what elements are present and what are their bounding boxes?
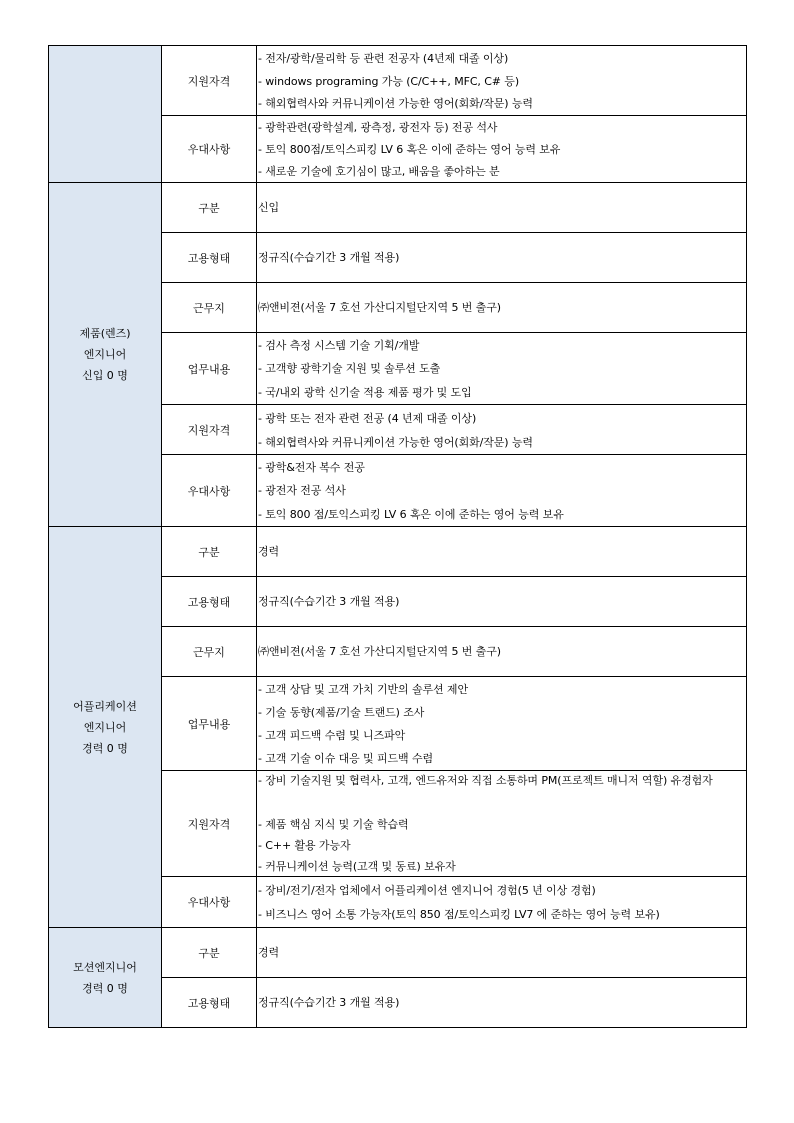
field-value-item: 정규직(수습기간 3 개월 적용) [258, 594, 400, 608]
field-value-item: - 커뮤니케이션 능력(고객 및 동료) 보유자 [258, 859, 456, 873]
field-value-item: - 토익 800 점/토익스피킹 LV 6 혹은 이에 준하는 영어 능력 보유 [258, 507, 564, 521]
field-label: 근무지 [162, 283, 257, 333]
position-title-line: 제품(렌즈) [79, 327, 131, 340]
field-value [257, 978, 747, 1028]
field-label: 고용형태 [162, 978, 257, 1028]
field-label: 고용형태 [162, 577, 257, 627]
field-label: 구분 [162, 527, 257, 577]
position-title-line: 엔지니어 [83, 348, 127, 361]
field-value-item: - 새로운 기술에 호기심이 많고, 배움을 좋아하는 분 [258, 164, 500, 178]
field-label: 근무지 [162, 627, 257, 677]
field-value [257, 46, 747, 116]
field-label: 구분 [162, 928, 257, 978]
field-label: 지원자격 [162, 771, 257, 877]
position-title-line: 모션엔지니어 [73, 960, 137, 974]
field-value-item: 경력 [258, 544, 280, 558]
field-value-item: - 광학 또는 전자 관련 전공 (4 년제 대졸 이상) [258, 411, 477, 425]
position-title-line: 경력 0 명 [82, 981, 128, 995]
field-label: 업무내용 [162, 677, 257, 771]
position-title-line: 신입 0 명 [82, 369, 128, 382]
position-title-line: 엔지니어 [83, 720, 127, 734]
field-label: 우대사항 [162, 455, 257, 527]
field-value-item: - 광전자 전공 석사 [258, 484, 346, 498]
field-value-item: 경력 [258, 945, 280, 959]
field-value [257, 627, 747, 677]
field-value-item: - 장비/전기/전자 업체에서 어플리케이션 엔지니어 경험(5 년 이상 경험) [258, 883, 596, 897]
field-value [257, 283, 747, 333]
field-value-item: - 전자/광학/물리학 등 관련 전공자 (4년제 대졸 이상) [258, 51, 509, 65]
field-value-item: - 기술 동향(제품/기술 트랜드) 조사 [258, 706, 425, 719]
field-value-item: - 토익 800점/토익스피킹 LV 6 혹은 이에 준하는 영어 능력 보유 [258, 143, 561, 156]
table-row [49, 183, 747, 233]
position-cell [49, 527, 162, 928]
field-value-item: - 제품 핵심 지식 및 기술 학습력 [258, 817, 409, 831]
field-value-item: - 광학관련(광학설계, 광측정, 광전자 등) 전공 석사 [258, 121, 498, 135]
field-value-item: - 검사 측정 시스템 기술 기획/개발 [258, 339, 420, 353]
table-row [49, 527, 747, 577]
field-label: 고용형태 [162, 233, 257, 283]
field-value [257, 455, 747, 527]
field-value-item: 정규직(수습기간 3 개월 적용) [258, 250, 400, 264]
field-value [257, 677, 747, 771]
field-value-item: - 장비 기술지원 및 협력사, 고객, 엔드유저와 직접 소통하며 PM(프로젝트 매니저 역할) 유경험자 [258, 774, 713, 787]
field-value-item: - C++ 활용 가능자 [258, 838, 351, 852]
field-value-item: - 고객 상담 및 고객 가치 기반의 솔루션 제안 [258, 683, 468, 696]
field-value-item: - 고객 피드백 수렴 및 니즈파악 [258, 729, 406, 742]
field-value [257, 771, 747, 877]
field-value-item: - 해외협력사와 커뮤니케이션 가능한 영어(회화/작문) 능력 [258, 435, 533, 449]
field-value-item: - 국/내외 광학 신기술 적용 제품 평가 및 도입 [258, 385, 472, 399]
field-value-item: - 해외협력사와 커뮤니케이션 가능한 영어(회화/작문) 능력 [258, 97, 533, 111]
field-value [257, 183, 747, 233]
field-label: 업무내용 [162, 333, 257, 405]
field-value [257, 928, 747, 978]
field-label: 지원자격 [162, 46, 257, 116]
field-value [257, 877, 747, 928]
field-value [257, 333, 747, 405]
field-value-item: 신입 [258, 200, 280, 214]
field-value [257, 116, 747, 183]
field-value-item: - 비즈니스 영어 소통 가능자(토익 850 점/토익스피킹 LV7 에 준하는 영어 능력 보유) [258, 908, 660, 922]
field-value-item: - 고객 기술 이슈 대응 및 피드백 수렴 [258, 752, 434, 765]
field-value [257, 577, 747, 627]
position-cell [49, 928, 162, 1028]
field-value-item: - windows programing 가능 (C/C++, MFC, C# 등) [258, 74, 520, 88]
field-value [257, 527, 747, 577]
field-label: 우대사항 [162, 877, 257, 928]
field-value-item: ㈜앤비젼(서울 7 호선 가산디지털단지역 5 번 출구) [258, 644, 501, 658]
field-value-item: - 고객향 광학기술 지원 및 솔루션 도출 [258, 362, 441, 376]
table-row [49, 928, 747, 978]
position-cell [49, 183, 162, 527]
job-posting-table [48, 45, 747, 1028]
field-value [257, 233, 747, 283]
field-value-item: 정규직(수습기간 3 개월 적용) [258, 995, 400, 1009]
field-label: 구분 [162, 183, 257, 233]
position-cell [49, 46, 162, 183]
position-title-line: 어플리케이션 [73, 699, 137, 713]
position-title-line: 경력 0 명 [82, 741, 128, 755]
table-row [49, 46, 747, 116]
field-value-item: ㈜앤비젼(서울 7 호선 가산디지털단지역 5 번 출구) [258, 300, 501, 314]
field-label: 지원자격 [162, 405, 257, 455]
field-label: 우대사항 [162, 116, 257, 183]
field-value-item: - 광학&전자 복수 전공 [258, 461, 365, 475]
field-value [257, 405, 747, 455]
